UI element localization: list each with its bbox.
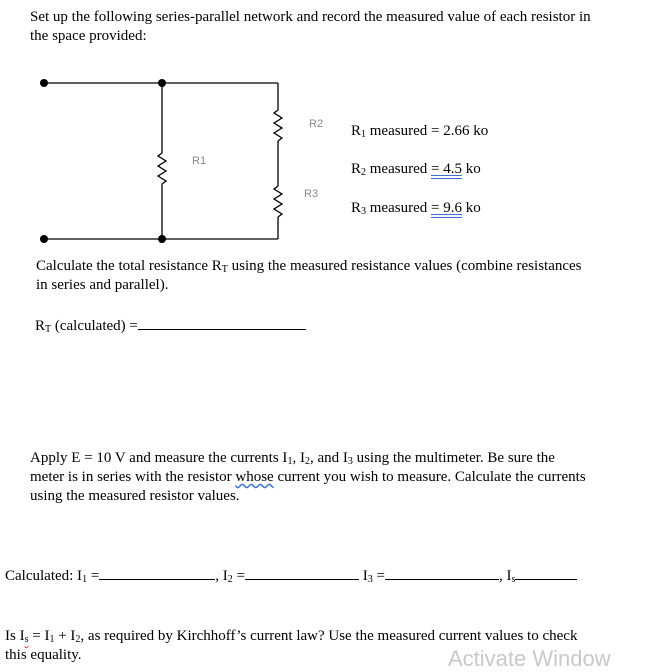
rt-calculated-field[interactable]: $R_T$ (calculated) = (35, 315, 306, 335)
whose-word: whose (235, 469, 274, 485)
total-resistance-instructions: Calculate the total resistance $R_T$ using the measured resistance values (combine resistances in series and parallel). (36, 258, 582, 293)
is-subscript: s (24, 634, 29, 645)
r3-value: = 9.6 (431, 200, 462, 216)
terminal-bottom-left (40, 235, 48, 243)
i3-answer-blank[interactable] (385, 565, 499, 580)
r1-label: R1 (192, 155, 207, 167)
junction-top (158, 79, 166, 87)
i1-answer-blank[interactable] (99, 565, 215, 580)
activate-windows-watermark: Activate Window (448, 646, 611, 671)
i2-answer-blank[interactable] (245, 565, 359, 580)
intro-line-1: Set up the following series-parallel network and record the measured value of each resistor in (30, 9, 591, 25)
terminal-top-left (40, 79, 48, 87)
resistor-r1 (158, 153, 166, 184)
circuit-diagram (0, 0, 670, 260)
intro-line-2: the space provided: (30, 28, 147, 44)
calculated-currents-row: Calculated: $I_1$ = , $I_2 = I_3$ = , $I_s$ (5, 565, 577, 585)
r3-label: R3 (304, 188, 319, 200)
rt-answer-blank[interactable] (138, 315, 306, 330)
r2-value: = 4.5 (431, 161, 462, 177)
resistor-r3 (274, 186, 282, 217)
is-answer-blank[interactable] (515, 565, 577, 580)
currents-instructions: Apply E = 10 V and measure the currents $I_1$, $I_2$, and $I_3$ using the multimeter. Be sure the meter is in series with the resistor whose current you wish to measure. Calculate the currents using the measured resistor values. (30, 450, 586, 504)
r1-measured: $R_1$ measured = 2.66 ko (351, 123, 489, 140)
r2-label: R2 (309, 118, 324, 130)
r3-measured: $R_3$ measured = 9.6 ko (351, 200, 481, 217)
junction-bottom (158, 235, 166, 243)
kirchhoff-question: Is $I_s = I_1 + I_2$, as required by Kirchhoff’s current law? Use the measured current values to check this equality. (5, 628, 578, 663)
resistor-r2 (274, 110, 282, 141)
circuit-wires (44, 83, 282, 239)
r2-measured: $R_2$ measured = 4.5 ko (351, 161, 481, 178)
